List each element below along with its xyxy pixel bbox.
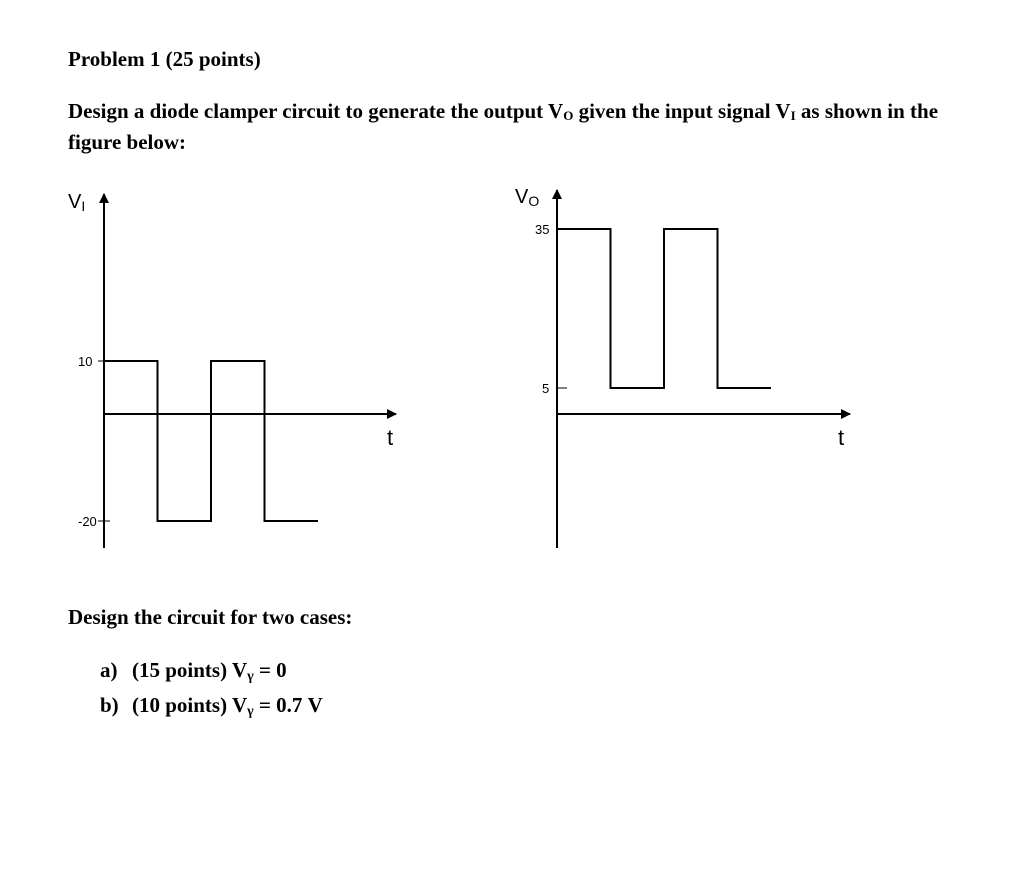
statement-part-3: as shown in the figure below: — [68, 99, 939, 154]
output-waveform — [557, 229, 771, 388]
case-sub-a: γ — [247, 669, 254, 684]
input-y-axis-label — [68, 191, 85, 214]
cases-list — [100, 656, 323, 726]
statement-sub-o: O — [563, 108, 574, 123]
case-value-b: = 0.7 V — [253, 693, 323, 717]
case-item-b — [100, 691, 323, 726]
input-y-label-sub: I — [81, 198, 86, 214]
case-marker-b: b) — [100, 693, 119, 717]
output-chart — [515, 186, 850, 548]
case-value-a: = 0 — [253, 658, 287, 682]
output-tick-label-35: 35 — [535, 222, 550, 237]
input-y-label-main: V — [68, 191, 82, 213]
output-y-label-sub: O — [528, 193, 540, 209]
output-tick-label-5: 5 — [542, 381, 550, 396]
statement-sub-i: I — [790, 108, 796, 123]
cases-title: Design the circuit for two cases: — [68, 605, 353, 629]
input-tick-label-10: 10 — [78, 354, 93, 369]
output-x-axis-label: t — [838, 425, 845, 450]
output-y-axis-label — [515, 186, 539, 209]
problem-heading: Problem 1 (25 points) — [68, 47, 261, 71]
input-tick-label-minus20: -20 — [78, 514, 97, 529]
case-item-a — [100, 656, 323, 691]
case-marker-a: a) — [100, 658, 118, 682]
statement-part-1: Design a diode clamper circuit to generate the output V — [68, 99, 564, 123]
input-waveform — [104, 361, 318, 521]
output-y-label-main: V — [515, 186, 529, 208]
input-chart — [68, 191, 396, 548]
input-x-axis-label: t — [387, 425, 394, 450]
case-sub-b: γ — [247, 704, 254, 719]
case-text-b: (10 points) V — [132, 693, 248, 717]
case-text-a: (15 points) V — [132, 658, 248, 682]
statement-part-2: given the input signal V — [573, 99, 791, 123]
